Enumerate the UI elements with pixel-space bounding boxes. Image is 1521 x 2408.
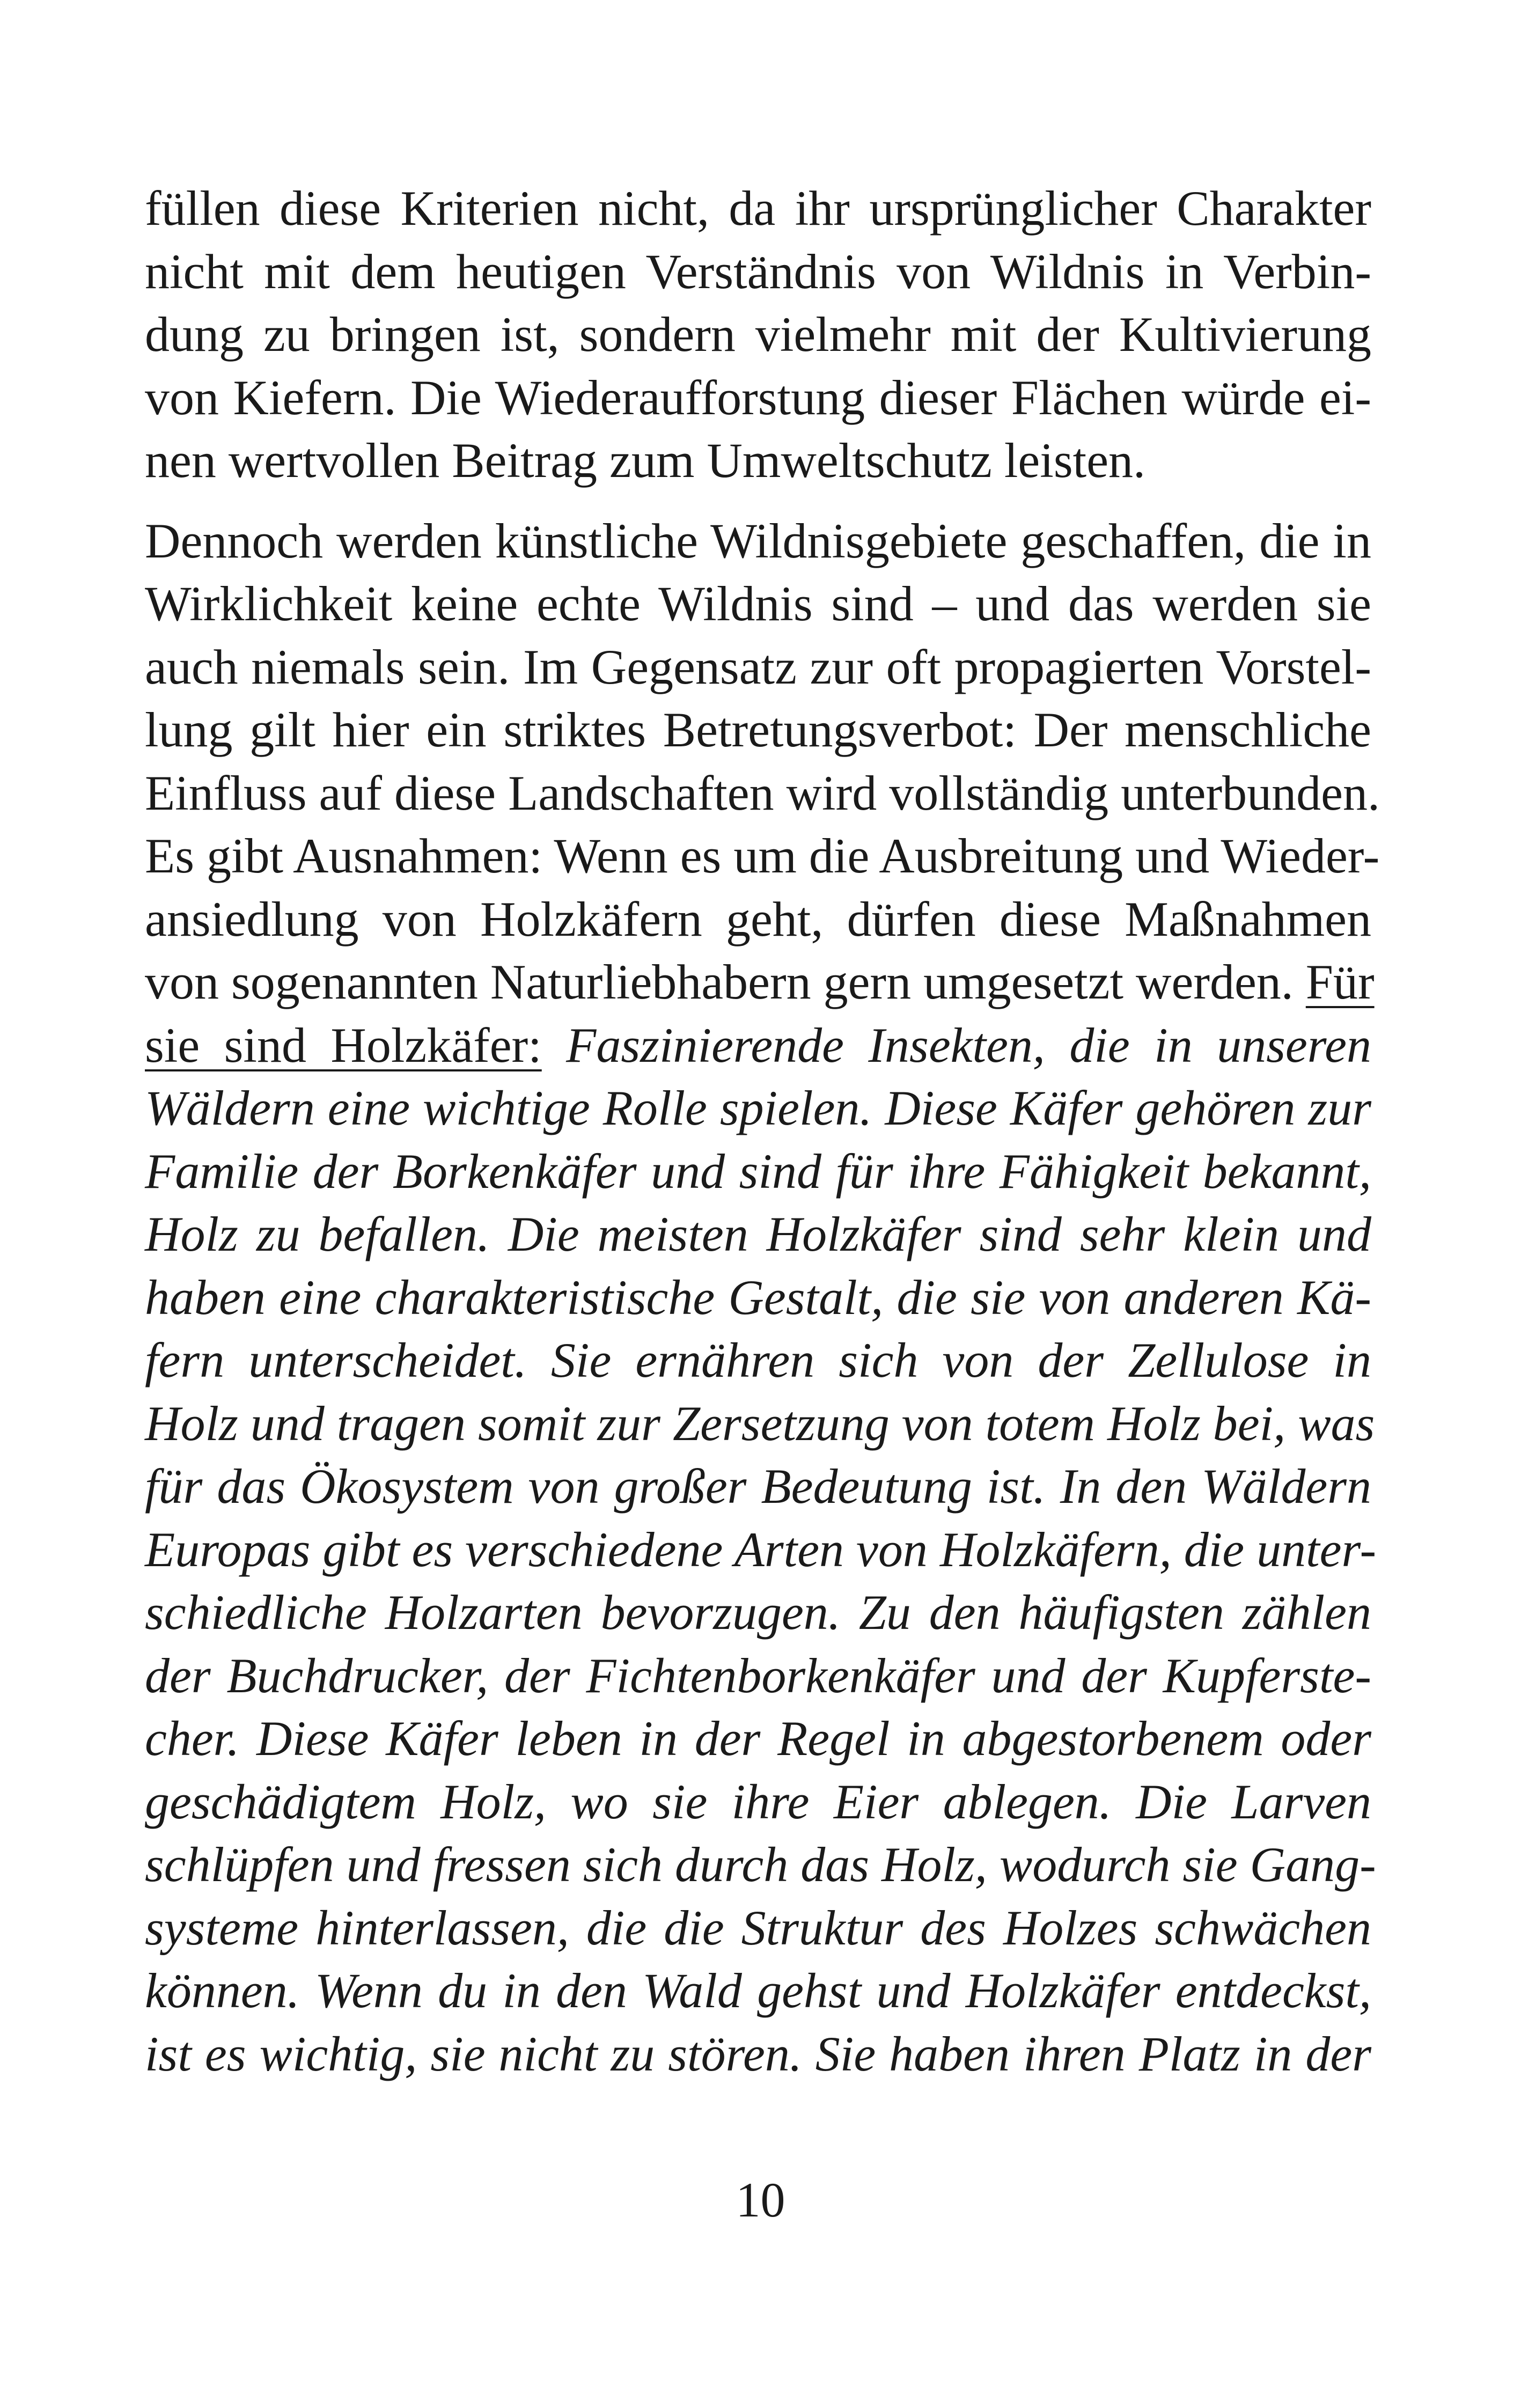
underlined-text: sie sind Holzkäfer: (145, 1017, 542, 1073)
text-line: füllen diese Kriterien nicht, da ihr ursprünglicher Charakter (145, 181, 1371, 236)
text-line: von Kiefern. Die Wiederaufforstung dieser Flächen würde ei- (145, 370, 1371, 425)
italic-line: Wäldern eine wichtige Rolle spielen. Diese Käfer gehören zur (145, 1081, 1371, 1135)
text-line: nicht mit dem heutigen Verständnis von Wildnis in Verbin- (145, 244, 1371, 299)
paragraph-1 (145, 177, 1371, 493)
italic-line: fern unterscheidet. Sie ernähren sich von der Zellulose in (145, 1333, 1371, 1387)
paragraph-2 (145, 510, 1380, 2086)
body-text (145, 177, 1380, 2086)
text-line: Es gibt Ausnahmen: Wenn es um die Ausbreitung und Wieder- (145, 828, 1380, 883)
italic-line: Europas gibt es verschiedene Arten von Holzkäfern, die unter- (145, 1522, 1377, 1577)
italic-line: haben eine charakteristische Gestalt, die sie von anderen Kä- (145, 1269, 1371, 1325)
italic-line: systeme hinterlassen, die die Struktur des Holzes schwächen (145, 1900, 1371, 1955)
text-line (145, 1014, 1371, 1077)
text-line: lung gilt hier ein striktes Betretungsverbot: Der menschliche (145, 702, 1371, 757)
text-line: Dennoch werden künstliche Wildnisgebiete geschaffen, die in (145, 513, 1371, 568)
text-line: dung zu bringen ist, sondern vielmehr mit der Kultivierung (145, 307, 1371, 362)
italic-line: für das Ökosystem von großer Bedeutung ist. In den Wäldern (145, 1459, 1371, 1514)
italic-line: der Buchdrucker, der Fichtenborkenkäfer und der Kupferste- (145, 1648, 1371, 1703)
text-line: auch niemals sein. Im Gegensatz zur oft propagierten Vorstel- (145, 639, 1371, 694)
italic-text: Faszinierende Insekten, die in unseren (566, 1017, 1371, 1073)
text-line: Wirklichkeit keine echte Wildnis sind – und das werden sie (145, 576, 1371, 631)
italic-line: können. Wenn du in den Wald gehst und Holzkäfer entdeckst, (145, 1963, 1371, 2018)
line-text: von sogenannten Naturliebhabern gern umgesetzt werden. (145, 955, 1294, 1009)
italic-line: ist es wichtig, sie nicht zu stören. Sie haben ihren Platz in der (145, 2026, 1371, 2081)
italic-line: cher. Diese Käfer leben in der Regel in abgestorbenem oder (145, 1711, 1371, 1766)
italic-line: Familie der Borkenkäfer und sind für ihre Fähigkeit bekannt, (145, 1143, 1371, 1199)
italic-line: Holz zu befallen. Die meisten Holzkäfer sind sehr klein und (145, 1207, 1371, 1261)
italic-line: geschädigtem Holz, wo sie ihre Eier ablegen. Die Larven (145, 1774, 1371, 1829)
italic-line: Holz und tragen somit zur Zersetzung von totem Holz bei, was (145, 1396, 1375, 1451)
text-line: nen wertvollen Beitrag zum Umweltschutz leisten. (145, 433, 1146, 488)
underlined-text: Für (1305, 955, 1375, 1009)
text-line (145, 951, 1375, 1014)
paragraph-spacing (145, 493, 1371, 510)
text-line: ansiedlung von Holzkäfern geht, dürfen diese Maßnahmen (145, 891, 1371, 946)
italic-line: schlüpfen und fressen sich durch das Holz, wodurch sie Gang- (145, 1837, 1376, 1892)
page-number: 10 (736, 2172, 785, 2227)
text-line: Einfluss auf diese Landschaften wird vollständig unterbunden. (145, 765, 1380, 820)
italic-line: schiedliche Holzarten bevorzugen. Zu den häufigsten zählen (145, 1585, 1371, 1640)
